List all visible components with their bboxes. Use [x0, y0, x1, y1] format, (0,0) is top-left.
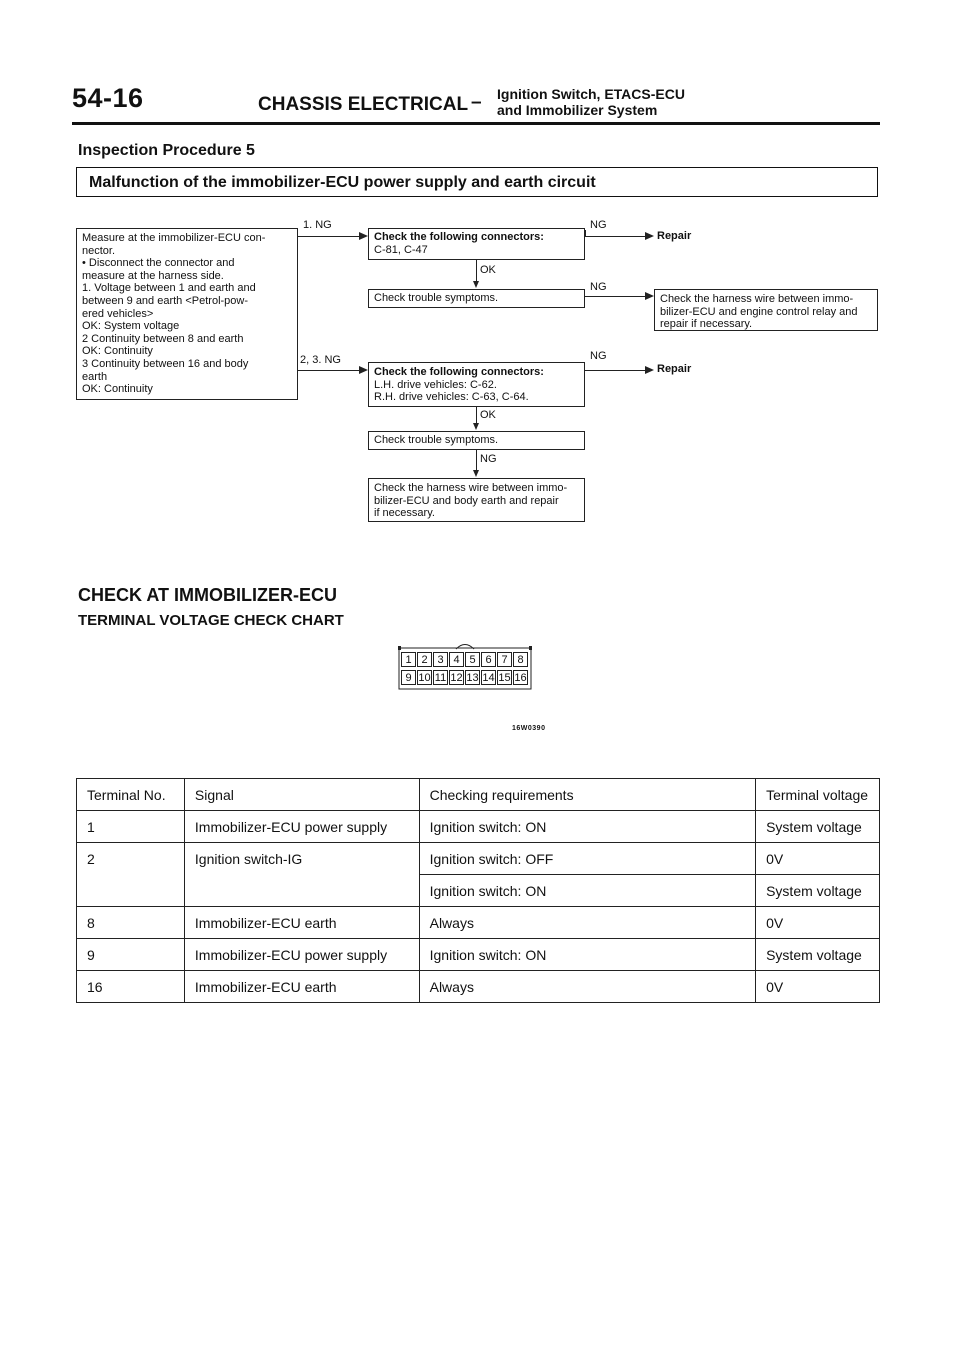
terminal-cell: 2 — [417, 652, 432, 667]
arrow-right-icon — [645, 366, 654, 374]
branch1-label: 1. NG — [303, 219, 332, 231]
table-header: Terminal No. — [77, 779, 185, 811]
table-cell: Immobilizer-ECU power supply — [184, 811, 419, 843]
ng-label: NG — [590, 219, 607, 231]
table-cell: Ignition switch: OFF — [419, 843, 755, 875]
check-connectors-heading: Check the following connectors: — [374, 366, 544, 378]
table-cell: Ignition switch-IG — [184, 843, 419, 875]
table-header: Checking requirements — [419, 779, 755, 811]
ng-label: NG — [590, 281, 607, 293]
terminal-cell: 8 — [513, 652, 528, 667]
measure-line: nector. — [82, 244, 116, 257]
malfunction-title: Malfunction of the immobilizer-ECU power supply and earth circuit — [89, 174, 596, 191]
arrow-down-icon — [473, 470, 479, 477]
arrow-down-icon — [473, 281, 479, 288]
trouble-symptoms-text: Check trouble symptoms. — [374, 434, 499, 446]
measure-line: ered vehicles> — [82, 307, 154, 320]
table-row — [77, 971, 880, 1003]
measure-line: 3 Continuity between 16 and body — [82, 357, 249, 370]
table-cell: Immobilizer-ECU earth — [184, 971, 419, 1003]
table-cell — [184, 875, 419, 907]
ok-label: OK — [480, 264, 496, 276]
trouble-symptoms-box-1 — [368, 289, 585, 308]
arrow-right-icon — [359, 366, 368, 374]
terminal-cell: 15 — [498, 672, 511, 684]
terminal-cell: 4 — [449, 652, 464, 667]
table-cell: 0V — [756, 971, 880, 1003]
table-cell: System voltage — [756, 875, 880, 907]
check-connectors-heading: Check the following connectors: — [374, 231, 544, 243]
terminal-cell: 7 — [497, 652, 512, 667]
table-row — [77, 811, 880, 843]
section-subtitle-line2: and Immobilizer System — [497, 102, 658, 118]
table-cell: Always — [419, 971, 755, 1003]
harness-body-line: if necessary. — [374, 507, 435, 520]
page-number: 54-16 — [72, 83, 144, 113]
harness-relay-box — [654, 289, 878, 331]
terminal-cell: 5 — [465, 652, 480, 667]
procedure-title: Inspection Procedure 5 — [78, 142, 255, 159]
table-cell: Ignition switch: ON — [419, 875, 755, 907]
measure-line: 2 Continuity between 8 and earth — [82, 332, 244, 345]
check-section-title: CHECK AT IMMOBILIZER-ECU — [78, 585, 337, 605]
table-row — [77, 907, 880, 939]
check-connectors-list: C-81, C-47 — [374, 243, 428, 256]
header-rule — [72, 122, 880, 125]
table-cell: 16 — [77, 971, 185, 1003]
table-cell: Ignition switch: ON — [419, 939, 755, 971]
repair-label: Repair — [657, 363, 692, 375]
table-header: Signal — [184, 779, 419, 811]
harness-relay-line: Check the harness wire between immo- — [660, 293, 854, 305]
terminal-cell: 16 — [514, 672, 527, 684]
harness-body-line: Check the harness wire between immo- — [374, 482, 568, 494]
measure-line: 1. Voltage between 1 and earth and — [82, 282, 256, 295]
table-cell: 0V — [756, 843, 880, 875]
check-connectors-list: L.H. drive vehicles: C-62. — [374, 378, 497, 391]
terminal-cell: 1 — [401, 652, 416, 667]
terminal-cell: 3 — [433, 652, 448, 667]
connector-line — [476, 450, 477, 471]
arrow-right-icon — [645, 292, 654, 300]
table-cell: Always — [419, 907, 755, 939]
table-row — [77, 939, 880, 971]
measure-line: earth — [82, 370, 108, 383]
measure-line: OK: System voltage — [82, 320, 180, 333]
terminal-cell: 10 — [418, 672, 431, 684]
connector-diagram — [398, 640, 532, 690]
terminal-cell: 11 — [434, 672, 447, 684]
ng-label: NG — [480, 453, 497, 465]
section-subtitle-line1: Ignition Switch, ETACS-ECU — [497, 86, 685, 102]
table-header-row — [77, 779, 880, 811]
terminal-cell: 12 — [450, 672, 463, 684]
harness-relay-line: repair if necessary. — [660, 318, 753, 331]
branch2-label: 2, 3. NG — [300, 354, 341, 366]
connector-line — [476, 407, 477, 424]
table-cell: 9 — [77, 939, 185, 971]
table-cell: System voltage — [756, 939, 880, 971]
terminal-cell: 13 — [466, 672, 479, 684]
table-cell: 8 — [77, 907, 185, 939]
connector-line — [585, 296, 646, 297]
arrow-right-icon — [645, 232, 654, 240]
terminal-voltage-table — [76, 778, 880, 1003]
table-cell: System voltage — [756, 811, 880, 843]
header-dash: – — [471, 92, 482, 113]
connector-line — [585, 370, 646, 371]
connector-line — [298, 370, 360, 371]
trouble-symptoms-text: Check trouble symptoms. — [374, 292, 499, 304]
measure-line: Measure at the immobilizer-ECU con- — [82, 232, 266, 244]
harness-body-box — [368, 478, 585, 522]
table-cell — [77, 875, 185, 907]
measure-line: OK: Continuity — [82, 383, 153, 396]
table-header: Terminal voltage — [756, 779, 880, 811]
measure-line: OK: Continuity — [82, 345, 153, 358]
repair-label: Repair — [657, 230, 692, 242]
ok-label: OK — [480, 409, 496, 421]
table-row — [77, 843, 880, 875]
connector-line — [476, 260, 477, 282]
table-cell: 0V — [756, 907, 880, 939]
check-section-subtitle: TERMINAL VOLTAGE CHECK CHART — [78, 612, 344, 629]
measure-box — [76, 228, 298, 400]
table-cell: 1 — [77, 811, 185, 843]
ng-label: NG — [590, 350, 607, 362]
terminal-cell: 14 — [482, 672, 495, 684]
arrow-right-icon — [359, 232, 368, 240]
chapter-title: CHASSIS ELECTRICAL — [258, 94, 469, 115]
figure-code: 16W0390 — [512, 725, 546, 732]
arrow-down-icon — [473, 423, 479, 430]
harness-body-line: bilizer-ECU and body earth and repair — [374, 494, 559, 507]
terminal-cell: 6 — [481, 652, 496, 667]
connector-line — [585, 236, 646, 237]
check-connectors-box-1 — [368, 228, 585, 260]
table-cell: 2 — [77, 843, 185, 875]
measure-line: measure at the harness side. — [82, 269, 224, 282]
measure-line: • Disconnect the connector and — [82, 257, 235, 270]
table-cell: Ignition switch: ON — [419, 811, 755, 843]
connector-line — [298, 236, 360, 237]
terminal-cell: 9 — [401, 670, 416, 685]
check-connectors-box-2 — [368, 362, 585, 407]
table-cell: Immobilizer-ECU earth — [184, 907, 419, 939]
table-cell: Immobilizer-ECU power supply — [184, 939, 419, 971]
check-connectors-list: R.H. drive vehicles: C-63, C-64. — [374, 391, 529, 404]
harness-relay-line: bilizer-ECU and engine control relay and — [660, 305, 858, 318]
measure-line: between 9 and earth <Petrol-pow- — [82, 294, 249, 307]
malfunction-box — [76, 167, 878, 197]
table-row — [77, 875, 880, 907]
trouble-symptoms-box-2 — [368, 431, 585, 450]
